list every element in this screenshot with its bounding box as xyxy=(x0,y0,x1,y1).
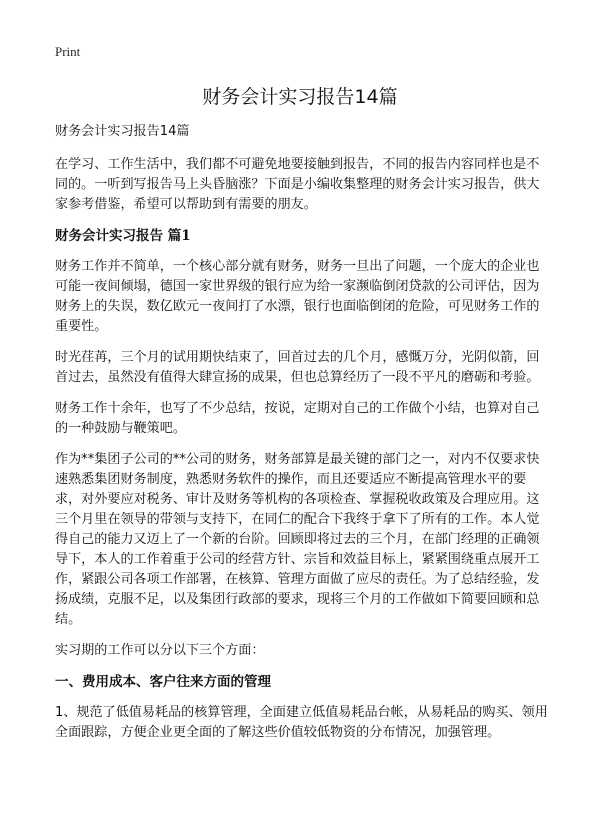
paragraph: 财务工作十余年，也写了不少总结，按说，定期对自己的工作做个小结，也算对自己的一种鼓励与鞭策吧。 xyxy=(55,401,540,436)
paragraph: 财务工作并不简单，一个核心部分就有财务，财务一旦出了问题，一个庞大的企业也可能一夜间倾塌，德国一家世界级的银行应为给一家濒临倒闭贷款的公司评估，因为财务上的失误，数亿欧元一夜间打了水漂，银行也面临倒闭的危险，可见财务工作的重要性。 xyxy=(55,259,540,334)
article-body xyxy=(55,122,550,754)
intro-paragraph: 在学习、工作生活中，我们都不可避免地要接触到报告，不同的报告内容同样也是不同的。一听到写报告马上头昏脑涨？下面是小编收集整理的财务会计实习报告，供大家参考借鉴，希望可以帮助到有需要的朋友。 xyxy=(55,157,540,212)
article-subtitle: 财务会计实习报告14篇 xyxy=(55,124,190,139)
section-heading-2: 一、费用成本、客户往来方面的管理 xyxy=(55,674,271,690)
print-link[interactable]: Print xyxy=(55,44,81,59)
paragraph: 实习期的工作可以分以下三个方面： xyxy=(55,643,265,658)
section-heading-1: 财务会计实习报告 篇1 xyxy=(55,228,191,244)
page-title: 财务会计实习报告14篇 xyxy=(202,86,398,108)
paragraph: 时光荏苒，三个月的试用期快结束了，回首过去的几个月，感慨万分，光阴似箭，回首过去，虽然没有值得大肆宣扬的成果，但也总算经历了一段不平凡的磨砺和考验。 xyxy=(55,350,540,385)
paragraph: 作为**集团子公司的**公司的财务，财务部算是最关键的部门之一，对内不仅要求快速熟悉集团财务制度，熟悉财务软件的操作，而且还要适应不断提高管理水平的要求，对外要应对税务、审计及财务等机构的各项检查、掌握税收政策及合理应用。这三个月里在领导的带领与支持下，在同仁的配合下我终于拿下了所有的工作。本人觉得自己的能力又迈上了一个新的台阶。回顾即将过去的三个月，在部门经理的正确领导下，本人的工作着重于公司的经营方针、宗旨和效益目标上，紧紧围绕重点展开工作，紧跟公司各项工作部署，在核算、管理方面做了应尽的责任。为了总结经验，发扬成绩，克服不足，以及集团行政部的要求，现将三个月的工作做如下简要回顾和总结。 xyxy=(55,452,540,627)
paragraph: 1、规范了低值易耗品的核算管理，全面建立低值易耗品台帐，从易耗品的购买、领用全面跟踪，方便企业更全面的了解这些价值较低物资的分布情况，加强管理。 xyxy=(55,705,548,740)
